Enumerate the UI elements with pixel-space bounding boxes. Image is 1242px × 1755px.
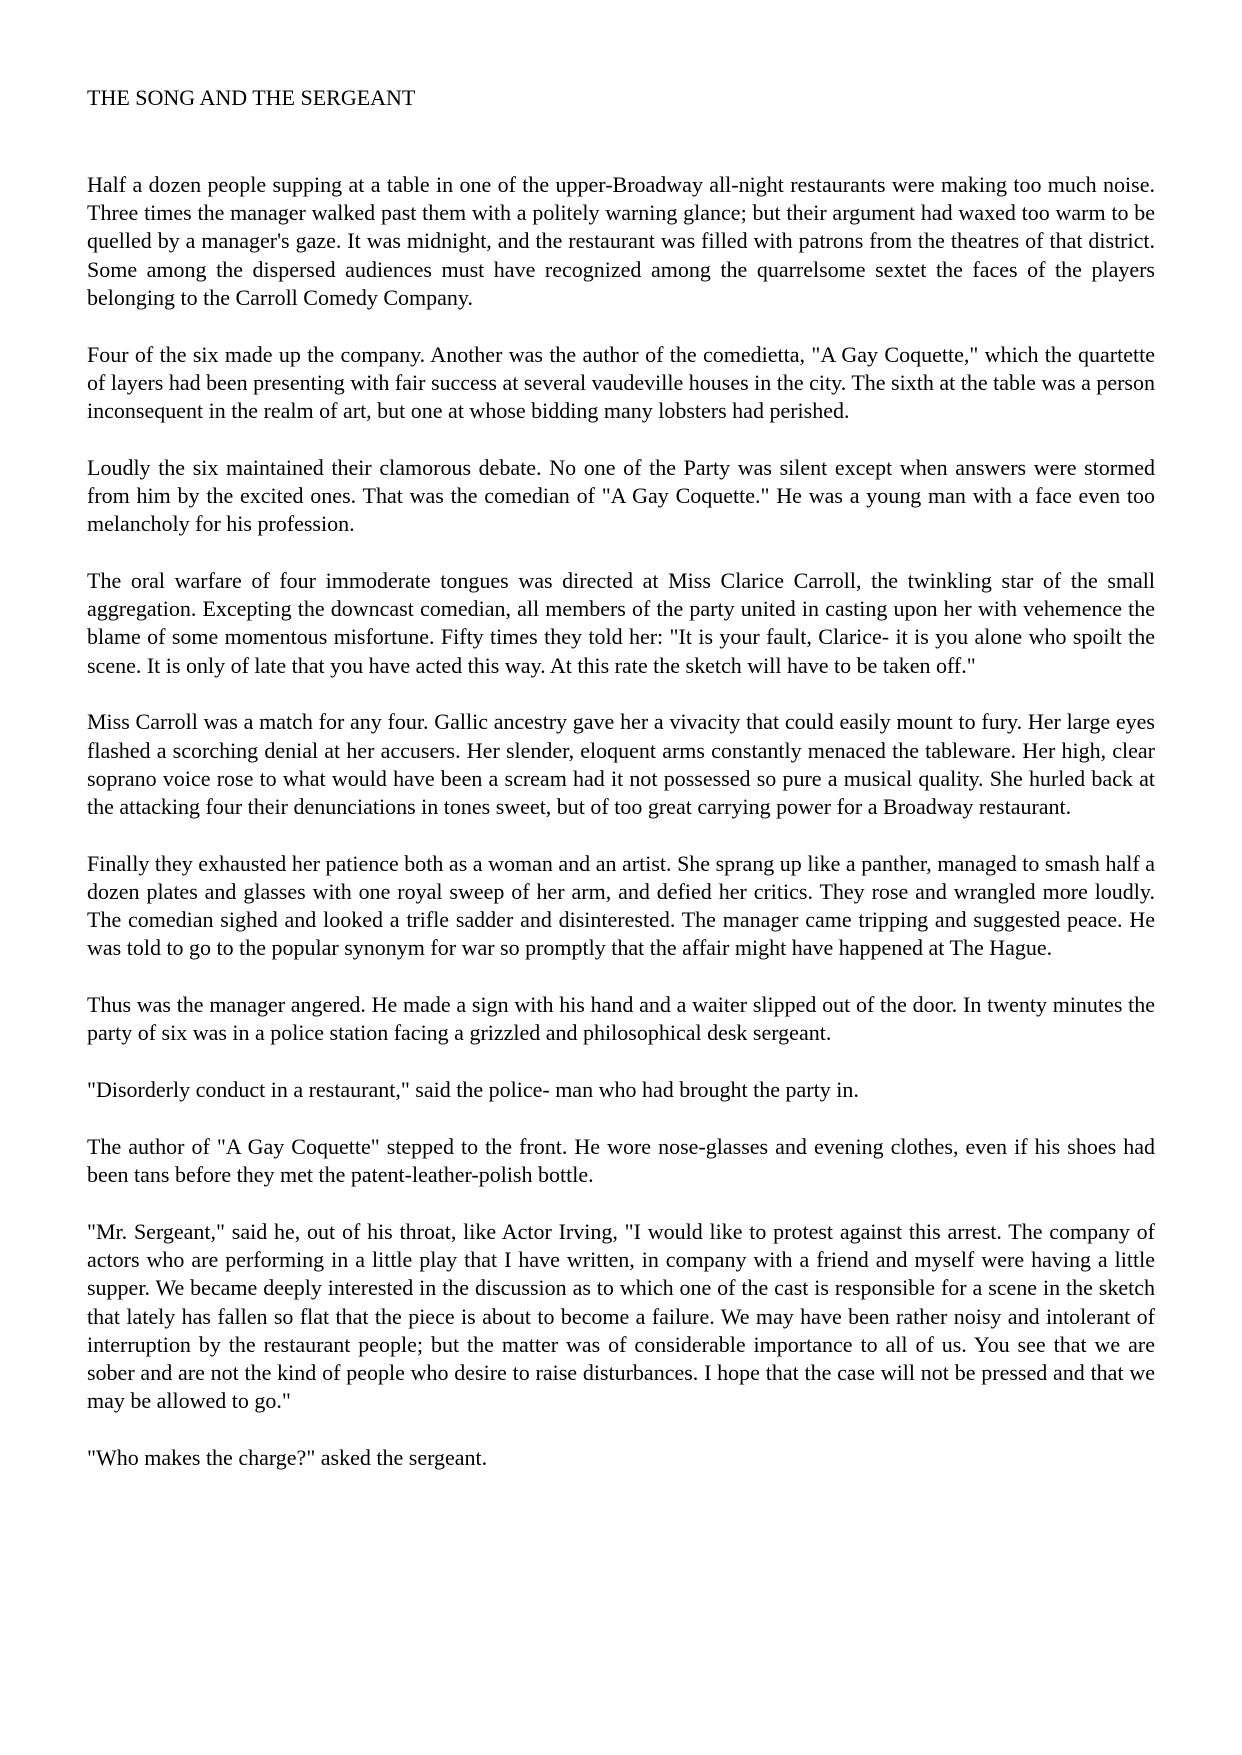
paragraph: "Who makes the charge?" asked the sergeant. xyxy=(87,1445,488,1471)
paragraph: Loudly the six maintained their clamorous debate. No one of the Party was silent except when answers were stormed from him by the excited ones. That was the comedian of "A Gay Coquette." He was a young man with a face even too melancholy for his profession. xyxy=(87,454,1155,537)
paragraph: Finally they exhausted her patience both as a woman and an artist. She sprang up like a panther, managed to smash half a dozen plates and glasses with one royal sweep of her arm, and defied her critics. They rose and wrangled more loudly. The comedian sighed and looked a trifle sadder and disinterested. The manager came tripping and suggested peace. He was told to go to the popular synonym for war so promptly that the affair might have happened at The Hague. xyxy=(87,850,1155,961)
paragraph: "Disorderly conduct in a restaurant," said the police- man who had brought the party in. xyxy=(87,1077,859,1103)
paragraph: The author of "A Gay Coquette" stepped to the front. He wore nose-glasses and evening clothes, even if his shoes had been tans before they met the patent-leather-polish bottle. xyxy=(87,1134,1155,1188)
paragraph: "Mr. Sergeant," said he, out of his throat, like Actor Irving, "I would like to protest against this arrest. The company of actors who are performing in a little play that I have written, in company with a friend and myself were having a little supper. We became deeply interested in the discussion as to which one of the cast is responsible for a scene in the sketch that lately has fallen so flat that the piece is about to become a failure. We may have been rather noisy and intolerant of interruption by the restaurant people; but the matter was of considerable importance to all of us. You see that we are sober and are not the kind of people who desire to raise disturbances. I hope that the case will not be pressed and that we may be allowed to go." xyxy=(87,1219,1155,1414)
paragraph: Four of the six made up the company. Another was the author of the comedietta, "A Gay Coquette," which the quartette of layers had been presenting with fair success at several vaudeville houses in the city. The sixth at the table was a person inconsequent in the realm of art, but one at whose bidding many lobsters had perished. xyxy=(87,341,1155,424)
document-page xyxy=(87,84,1155,1472)
story-body xyxy=(87,171,1155,1472)
paragraph: The oral warfare of four immoderate tongues was directed at Miss Clarice Carroll, the twinkling star of the small aggregation. Excepting the downcast comedian, all members of the party united in casting upon her with vehemence the blame of some momentous misfortune. Fifty times they told her: "It is your fault, Clarice- it is you alone who spoilt the scene. It is only of late that you have acted this way. At this rate the sketch will have to be taken off." xyxy=(87,568,1155,678)
paragraph: Miss Carroll was a match for any four. Gallic ancestry gave her a vivacity that could easily mount to fury. Her large eyes flashed a scorching denial at her accusers. Her slender, eloquent arms constantly menaced the tableware. Her high, clear soprano voice rose to what would have been a scream had it not possessed so pure a musical quality. She hurled back at the attacking four their denunciations in tones sweet, but of too great carrying power for a Broadway restaurant. xyxy=(87,709,1155,820)
story-title: THE SONG AND THE SERGEANT xyxy=(87,85,416,110)
paragraph: Thus was the manager angered. He made a sign with his hand and a waiter slipped out of the door. In twenty minutes the party of six was in a police station facing a grizzled and philosophical desk sergeant. xyxy=(87,992,1155,1046)
paragraph: Half a dozen people supping at a table in one of the upper-Broadway all-night restaurants were making too much noise. Three times the manager walked past them with a politely warning glance; but their argument had waxed too warm to be quelled by a manager's gaze. It was midnight, and the restaurant was filled with patrons from the theatres of that district. Some among the dispersed audiences must have recognized among the quarrelsome sextet the faces of the players belonging to the Carroll Comedy Company. xyxy=(87,172,1155,310)
